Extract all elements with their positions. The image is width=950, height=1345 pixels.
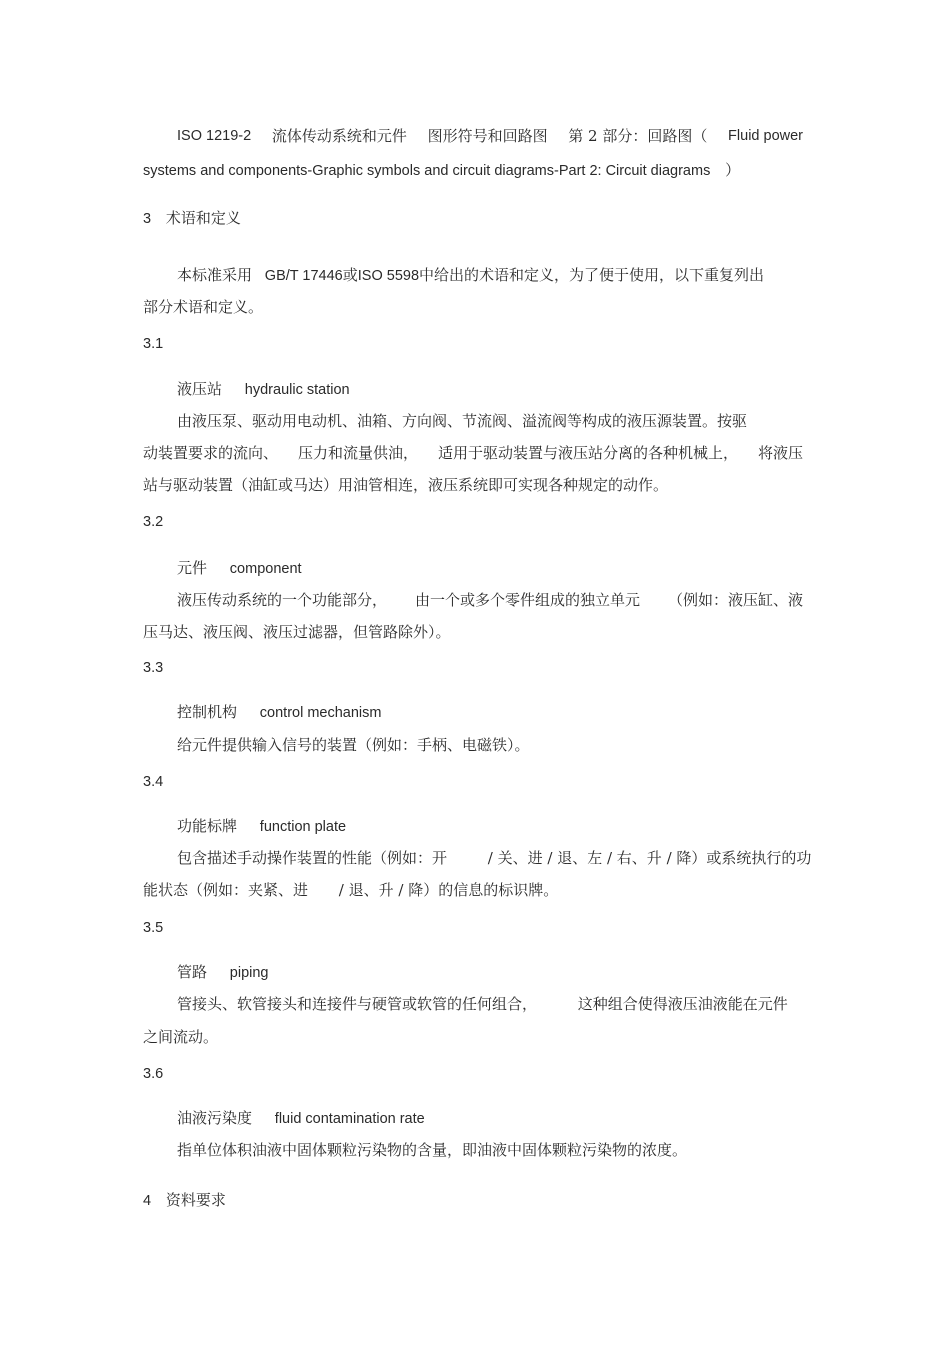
definition-segment: 能状态（例如：夹紧、进	[143, 881, 309, 899]
term-number: 3.3	[143, 660, 164, 676]
definition-segment: 这种组合使得液压油液能在元件	[577, 995, 788, 1013]
term-definition-line: 之间流动。	[143, 1028, 219, 1046]
reference-code: ISO 1219-2	[177, 128, 252, 144]
term-heading	[177, 1108, 425, 1129]
definition-segment: 压力和流量供油，	[297, 444, 418, 462]
term-definition-line: 由液压泵、驱动用电动机、油箱、方向阀、节流阀、溢流阀等构成的液压源装置。按驱	[177, 412, 748, 430]
intro-or: 或	[342, 266, 358, 284]
term-en: fluid contamination rate	[274, 1111, 425, 1127]
intro-standard-1: GB/T 17446	[264, 268, 343, 284]
term-heading	[177, 558, 302, 579]
term-number: 3.5	[143, 920, 164, 936]
definition-segment: 适用于驱动装置与液压站分离的各种机械上，	[437, 444, 738, 462]
term-en: component	[229, 561, 302, 577]
definition-segment: 管接头、软管接头和连接件与硬管或软管的任何组合，	[177, 995, 538, 1013]
term-zh: 功能标牌	[177, 817, 238, 835]
section-3-heading	[143, 208, 241, 229]
term-definition-line	[143, 880, 558, 900]
term-definition-line	[177, 994, 788, 1014]
section-4-title: 资料要求	[165, 1191, 226, 1209]
reference-title-en-b: systems and components-Graphic symbols and circuit diagrams-Part 2: Circuit diagrams	[143, 163, 711, 179]
term-number: 3.4	[143, 774, 164, 790]
intro-standard-2: ISO 5598	[357, 268, 420, 284]
term-en: function plate	[259, 819, 347, 835]
term-definition-line	[143, 443, 803, 463]
section-4-number: 4	[143, 1193, 152, 1209]
section-3-intro-line-2: 部分术语和定义。	[143, 298, 264, 316]
intro-text-a: 本标准采用	[177, 266, 253, 284]
term-definition-line	[177, 848, 811, 868]
term-definition-line: 给元件提供输入信号的装置（例如：手柄、电磁铁）。	[177, 736, 530, 754]
intro-text-b: 中给出的术语和定义，为了便于使用，以下重复列出	[419, 266, 765, 284]
reference-title-zh-a: 流体传动系统和元件	[271, 127, 407, 145]
reference-part: 第 2 部分：回路图（	[568, 127, 708, 145]
definition-segment: （例如：液压缸、液	[667, 591, 803, 609]
term-number: 3.2	[143, 514, 164, 530]
section-3-intro-line-1	[177, 265, 764, 286]
term-number: 3.6	[143, 1066, 164, 1082]
term-zh: 油液污染度	[177, 1109, 253, 1127]
term-definition-line: 压马达、液压阀、液压过滤器，但管路除外）。	[143, 623, 451, 641]
term-zh: 控制机构	[177, 703, 238, 721]
reference-title-zh-b: 图形符号和回路图	[427, 127, 548, 145]
term-zh: 管路	[177, 963, 208, 981]
definition-segment: 将液压	[757, 444, 803, 462]
section-3-number: 3	[143, 211, 152, 227]
term-definition-line	[177, 590, 803, 610]
definition-segment: / 退、升 / 降）的信息的标识牌。	[338, 881, 559, 899]
definition-segment: 由一个或多个零件组成的独立单元	[414, 591, 640, 609]
term-number: 3.1	[143, 336, 164, 352]
reference-line-1	[177, 126, 803, 146]
reference-title-en-a: Fluid power	[728, 128, 803, 144]
term-en: piping	[229, 965, 269, 981]
definition-segment: 动装置要求的流向、	[143, 444, 279, 462]
reference-close-paren: ）	[725, 161, 741, 179]
term-en: control mechanism	[259, 705, 382, 721]
term-zh: 液压站	[177, 380, 223, 398]
definition-segment: 包含描述手动操作装置的性能（例如：开	[177, 849, 448, 867]
term-definition-line: 指单位体积油液中固体颗粒污染物的含量，即油液中固体颗粒污染物的浓度。	[177, 1141, 688, 1159]
section-3-title: 术语和定义	[165, 209, 241, 227]
term-heading	[177, 379, 350, 400]
section-4-heading	[143, 1190, 226, 1211]
definition-segment: / 关、进 / 退、左 / 右、升 / 降）或系统执行的功	[487, 849, 812, 867]
term-en: hydraulic station	[244, 382, 350, 398]
term-definition-line: 站与驱动装置（油缸或马达）用油管相连，液压系统即可实现各种规定的动作。	[143, 476, 669, 494]
term-heading	[177, 702, 381, 723]
term-heading	[177, 962, 269, 983]
term-heading	[177, 816, 346, 837]
definition-segment: 液压传动系统的一个功能部分，	[177, 591, 388, 609]
reference-line-2	[143, 160, 740, 181]
term-zh: 元件	[177, 559, 208, 577]
